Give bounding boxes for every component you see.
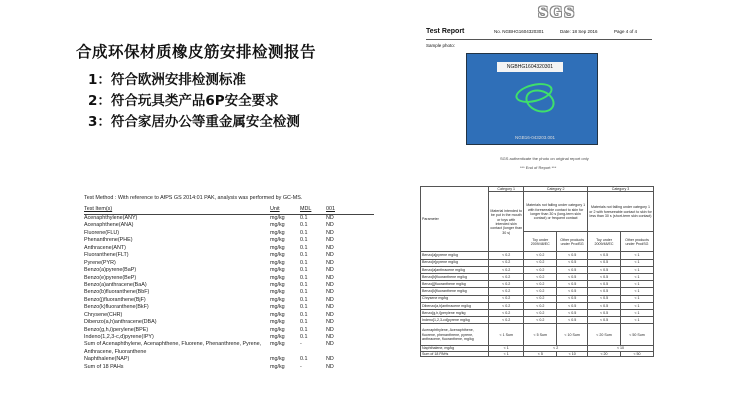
toy-header: Toy under 2009/48/EC bbox=[588, 232, 621, 252]
mdl-cell: 0.1 bbox=[300, 267, 308, 274]
table-row bbox=[84, 334, 374, 341]
unit-cell: mg/kg bbox=[270, 334, 285, 340]
result-cell: ND bbox=[326, 267, 334, 274]
limit-cell: < 0.5 bbox=[557, 266, 588, 273]
test-item: Acenaphthene(ANA) bbox=[84, 222, 134, 229]
result-cell: ND bbox=[326, 326, 334, 333]
limit-cell: < 0.2 bbox=[524, 317, 557, 324]
slide-point: 3：符合家居办公等重金属安全检测 bbox=[88, 114, 300, 130]
limit-cell: < 1 bbox=[621, 266, 654, 273]
unit-cell: mg/kg bbox=[270, 222, 285, 229]
report-number: No. NGBHG1604320301 bbox=[494, 29, 544, 34]
limit-cell: < 0.5 bbox=[588, 288, 621, 295]
column-header-unit: Unit bbox=[270, 206, 280, 212]
sum-row-name: Acenaphthylene, Acenaphthene, fluorene, phenanthrene, pyrene, anthracene, fluoranthene, mg/kg bbox=[421, 324, 489, 346]
naphthalene-c3: < 10 bbox=[588, 346, 654, 351]
total-c2b: < 10 bbox=[557, 351, 588, 356]
report-page-image bbox=[420, 0, 652, 180]
category-1-header: Category 1 bbox=[489, 187, 524, 192]
table-row bbox=[421, 288, 654, 295]
slide-point: 2：符合玩具类产品6P安全要求 bbox=[88, 93, 279, 109]
result-cell: ND bbox=[326, 304, 334, 311]
parameter-cell: Benzo[g,h,i]perylene mg/kg bbox=[421, 309, 489, 316]
mdl-cell: 0.1 bbox=[300, 289, 308, 296]
parameter-header: Parameter bbox=[421, 187, 489, 252]
other-products-header: Other products under ProdSG bbox=[557, 232, 588, 252]
limit-cell: < 0.2 bbox=[489, 273, 524, 280]
unit-cell: mg/kg bbox=[270, 356, 285, 363]
limit-cell: < 0.5 bbox=[588, 309, 621, 316]
result-cell: ND bbox=[326, 252, 334, 259]
result-cell: ND bbox=[326, 244, 334, 251]
table-row bbox=[84, 230, 374, 237]
mdl-cell: 0.1 bbox=[300, 229, 308, 236]
test-item: Pyrene(PYR) bbox=[84, 259, 116, 266]
unit-cell bbox=[270, 349, 300, 356]
table-row bbox=[84, 252, 374, 259]
test-item: Fluoranthene(FLT) bbox=[84, 252, 129, 259]
limit-cell: < 0.2 bbox=[524, 266, 557, 273]
mdl-cell: - bbox=[300, 363, 302, 370]
limit-cell: < 0.2 bbox=[524, 288, 557, 295]
table-row bbox=[421, 302, 654, 309]
sum-row-c2a: < 5 Sum bbox=[524, 324, 557, 346]
unit-cell: mg/kg bbox=[270, 215, 285, 221]
sgs-logo: SGS bbox=[538, 5, 577, 21]
mdl-cell: 0.1 bbox=[300, 304, 308, 311]
test-item: Dibenzo(a,h)anthracene(DBA) bbox=[84, 319, 157, 326]
parameter-cell: Benzo[e]pyrene mg/kg bbox=[421, 259, 489, 266]
limit-cell: < 0.2 bbox=[524, 309, 557, 316]
result-cell: ND bbox=[326, 281, 334, 288]
table-row bbox=[84, 341, 374, 348]
parameter-cell: Benzo[b]fluoranthene mg/kg bbox=[421, 273, 489, 280]
unit-cell: mg/kg bbox=[270, 296, 285, 303]
table-row bbox=[84, 260, 374, 267]
category-3-description: Materials not falling under category 1 or 2 with foreseeable contact to skin for less than 30 s (short-term skin contact) bbox=[588, 192, 654, 232]
report-date: Date: 18 Sep 2016 bbox=[560, 29, 598, 34]
result-cell: ND bbox=[326, 229, 334, 236]
table-row bbox=[421, 252, 654, 259]
table-row bbox=[84, 356, 374, 363]
category-1-description: Material intended to be put in the mouth or toys with intended skin contact (longer than 30 s) bbox=[489, 192, 524, 252]
sum-row-c3a: < 20 Sum bbox=[588, 324, 621, 346]
table-row bbox=[421, 266, 654, 273]
category-2-description: Materials not falling under category 1 with foreseeable contact to skin for longer than 30 s (long-term skin contact) or frequent contact bbox=[524, 192, 588, 232]
table-row bbox=[84, 349, 374, 356]
table-row bbox=[84, 222, 374, 229]
table-row bbox=[421, 295, 654, 302]
category-3-header: Category 3 bbox=[588, 187, 654, 192]
category-data-rows bbox=[421, 252, 654, 324]
table-row bbox=[84, 282, 374, 289]
limit-cell: < 0.2 bbox=[489, 281, 524, 288]
result-cell: ND bbox=[326, 259, 334, 266]
limit-cell: < 0.5 bbox=[557, 302, 588, 309]
limit-cell: < 0.2 bbox=[489, 302, 524, 309]
limit-cell: < 1 bbox=[621, 281, 654, 288]
result-cell: ND bbox=[326, 356, 334, 363]
limit-cell: < 0.5 bbox=[557, 288, 588, 295]
table-row bbox=[84, 312, 374, 319]
total-pahs-row bbox=[421, 351, 654, 356]
limit-cell: < 0.2 bbox=[524, 252, 557, 259]
unit-cell: mg/kg bbox=[270, 252, 285, 259]
unit-cell: mg/kg bbox=[270, 326, 285, 333]
parameter-cell: Benzo[j]fluoranthene mg/kg bbox=[421, 281, 489, 288]
report-header bbox=[426, 28, 652, 40]
result-cell: ND bbox=[326, 319, 334, 326]
unit-cell: mg/kg bbox=[270, 244, 285, 251]
result-cell: ND bbox=[326, 334, 334, 340]
limit-cell: < 0.2 bbox=[489, 288, 524, 295]
table-row bbox=[421, 309, 654, 316]
mdl-cell: - bbox=[300, 341, 302, 348]
total-c3a: < 20 bbox=[588, 351, 621, 356]
slide-title-block bbox=[76, 40, 316, 62]
table-row bbox=[84, 267, 374, 274]
test-item: Phenanthrene(PHE) bbox=[84, 237, 133, 244]
test-item: Sum of 18 PAHs bbox=[84, 363, 124, 370]
sum-row-c3b: < 50 Sum bbox=[621, 324, 654, 346]
result-cell bbox=[326, 349, 352, 356]
limit-cell: < 0.5 bbox=[557, 252, 588, 259]
report-page-number: Page 4 of 4 bbox=[614, 29, 638, 34]
test-method-text: Test Method : With reference to AfPS GS 2014:01 PAK, analysis was performed by GC-MS. bbox=[84, 195, 303, 201]
test-item: Benzo(a)anthracene(BaA) bbox=[84, 281, 147, 288]
table-row bbox=[84, 289, 374, 296]
unit-cell: mg/kg bbox=[270, 289, 285, 296]
limit-cell: < 0.5 bbox=[588, 252, 621, 259]
sum-row-c2b: < 10 Sum bbox=[557, 324, 588, 346]
column-header-item: Test Item(s) bbox=[84, 206, 113, 212]
naphthalene-c2: < 2 bbox=[524, 346, 588, 351]
category-sum-row bbox=[421, 324, 654, 346]
mdl-cell: 0.1 bbox=[300, 319, 308, 326]
test-item: Benzo(e)pyrene(BeP) bbox=[84, 274, 137, 281]
limit-cell: < 0.5 bbox=[588, 317, 621, 324]
mdl-cell: 0.1 bbox=[300, 252, 308, 259]
limit-cell: < 0.5 bbox=[588, 295, 621, 302]
test-item: Benzo(g,h,i)perylene(BPE) bbox=[84, 326, 149, 333]
unit-cell: mg/kg bbox=[270, 274, 285, 281]
mdl-cell: 0.1 bbox=[300, 237, 308, 244]
unit-cell: mg/kg bbox=[270, 259, 285, 266]
table-row bbox=[421, 273, 654, 280]
test-method-table bbox=[84, 194, 374, 371]
test-method-rows bbox=[84, 215, 374, 371]
test-item: Indeno(1,2,3-c,d)pyrene(IPY) bbox=[84, 334, 154, 340]
unit-cell: mg/kg bbox=[270, 229, 285, 236]
test-item: Sum of Acenaphthylene, Acenaphthene, Fluorene, Phenanthrene, Pyrene, bbox=[84, 341, 262, 348]
mdl-cell: 0.1 bbox=[300, 296, 308, 303]
table-row bbox=[84, 327, 374, 334]
limit-cell: < 0.2 bbox=[489, 317, 524, 324]
limit-cell: < 0.5 bbox=[588, 259, 621, 266]
table-row bbox=[84, 245, 374, 252]
total-c2a: < 5 bbox=[524, 351, 557, 356]
unit-cell: mg/kg bbox=[270, 304, 285, 311]
naphthalene-c1: < 1 bbox=[489, 346, 524, 351]
unit-cell: mg/kg bbox=[270, 237, 285, 244]
table-row bbox=[84, 304, 374, 311]
sample-photo-caption: Sample photo: bbox=[426, 43, 456, 48]
category-2-header: Category 2 bbox=[524, 187, 588, 192]
report-photo-note: SGS authenticate the photo on original report only bbox=[500, 156, 589, 161]
limit-cell: < 0.5 bbox=[557, 309, 588, 316]
result-cell: ND bbox=[326, 289, 334, 296]
test-item: Naphthalene(NAP) bbox=[84, 356, 130, 363]
limit-cell: < 1 bbox=[621, 295, 654, 302]
unit-cell: mg/kg bbox=[270, 363, 285, 370]
table-row bbox=[84, 215, 374, 222]
mdl-cell: 0.1 bbox=[300, 259, 308, 266]
limit-cell: < 0.2 bbox=[489, 259, 524, 266]
unit-cell: mg/kg bbox=[270, 319, 285, 326]
test-item: Benzo(b)fluoranthene(BbF) bbox=[84, 289, 150, 296]
test-item: Benzo(k)fluoranthene(BkF) bbox=[84, 304, 149, 311]
test-method-column-headers bbox=[84, 206, 374, 215]
limit-cell: < 1 bbox=[621, 317, 654, 324]
mdl-cell: 0.1 bbox=[300, 215, 308, 221]
result-cell: ND bbox=[326, 215, 334, 221]
mdl-cell: 0.1 bbox=[300, 334, 308, 340]
mdl-cell: 0.1 bbox=[300, 244, 308, 251]
test-item: Benzo(a)pyrene(BaP) bbox=[84, 267, 137, 274]
column-header-result: 001 bbox=[326, 206, 335, 212]
test-item: Anthracene(ANT) bbox=[84, 244, 126, 251]
limit-cell: < 0.5 bbox=[557, 281, 588, 288]
test-item: Benzo(j)fluoranthene(BjF) bbox=[84, 296, 146, 303]
table-row bbox=[421, 281, 654, 288]
slide-title: 合成环保材质橡皮筋安排检测报告 bbox=[76, 43, 317, 61]
limit-cell: < 1 bbox=[621, 252, 654, 259]
unit-cell: mg/kg bbox=[270, 267, 285, 274]
test-item: Acenaphthylene(ANY) bbox=[84, 215, 138, 221]
limit-cell: < 0.2 bbox=[489, 295, 524, 302]
limit-cell: < 0.5 bbox=[588, 266, 621, 273]
table-row bbox=[84, 237, 374, 244]
unit-cell: mg/kg bbox=[270, 311, 285, 318]
category-limits-table bbox=[420, 186, 654, 357]
sample-photo bbox=[466, 53, 598, 145]
slide-point: 1：符合欧洲安排检测标准 bbox=[88, 72, 246, 88]
limit-cell: < 1 bbox=[621, 273, 654, 280]
naphthalene-name: Naphthalene, mg/kg bbox=[421, 346, 489, 351]
limit-cell: < 0.5 bbox=[557, 259, 588, 266]
table-row bbox=[84, 275, 374, 282]
photo-sample-number: NGB16-043203.001 bbox=[515, 135, 556, 140]
limit-cell: < 0.5 bbox=[588, 273, 621, 280]
result-cell: ND bbox=[326, 363, 334, 370]
mdl-cell: 0.1 bbox=[300, 274, 308, 281]
parameter-cell: Dibenzo[a,h]anthracene mg/kg bbox=[421, 302, 489, 309]
limit-cell: < 0.2 bbox=[524, 295, 557, 302]
unit-cell: mg/kg bbox=[270, 281, 285, 288]
result-cell: ND bbox=[326, 311, 334, 318]
result-cell: ND bbox=[326, 341, 334, 348]
mdl-cell: 0.1 bbox=[300, 311, 308, 318]
mdl-cell: 0.1 bbox=[300, 222, 308, 229]
mdl-cell: 0.1 bbox=[300, 281, 308, 288]
test-item: Fluorene(FLU) bbox=[84, 229, 120, 236]
mdl-cell bbox=[300, 349, 326, 356]
total-c3b: < 50 bbox=[621, 351, 654, 356]
limit-cell: < 1 bbox=[621, 302, 654, 309]
other-products-header: Other products under ProdSG bbox=[621, 232, 654, 252]
unit-cell: mg/kg bbox=[270, 341, 285, 348]
parameter-cell: Benzo[a]anthracene mg/kg bbox=[421, 266, 489, 273]
sum-row-c1: < 1 Sum bbox=[489, 324, 524, 346]
limit-cell: < 0.5 bbox=[588, 281, 621, 288]
test-item: Chrysene(CHR) bbox=[84, 311, 123, 318]
mdl-cell: 0.1 bbox=[300, 326, 308, 333]
table-row bbox=[84, 364, 374, 371]
total-name: Sum of 18 PAHs bbox=[421, 351, 489, 356]
result-cell: ND bbox=[326, 274, 334, 281]
total-c1: < 1 bbox=[489, 351, 524, 356]
slide-points bbox=[88, 70, 300, 133]
limit-cell: < 0.2 bbox=[524, 259, 557, 266]
column-header-mdl: MDL bbox=[300, 206, 312, 212]
result-cell: ND bbox=[326, 237, 334, 244]
result-cell: ND bbox=[326, 222, 334, 229]
mdl-cell: 0.1 bbox=[300, 356, 308, 363]
limit-cell: < 1 bbox=[621, 259, 654, 266]
limit-cell: < 0.5 bbox=[557, 317, 588, 324]
toy-header: Toy under 2009/48/EC bbox=[524, 232, 557, 252]
limit-cell: < 1 bbox=[621, 309, 654, 316]
limit-cell: < 0.2 bbox=[489, 309, 524, 316]
limit-cell: < 0.2 bbox=[489, 266, 524, 273]
parameter-cell: Benzo[k]fluoranthene mg/kg bbox=[421, 288, 489, 295]
parameter-cell: Indeno[1,2,3-cd]pyrene mg/kg bbox=[421, 317, 489, 324]
limit-cell: < 0.5 bbox=[588, 302, 621, 309]
limit-cell: < 0.5 bbox=[557, 273, 588, 280]
limit-cell: < 0.5 bbox=[557, 295, 588, 302]
report-end-marker: *** End of Report *** bbox=[520, 165, 557, 170]
limit-cell: < 0.2 bbox=[489, 252, 524, 259]
limit-cell: < 0.2 bbox=[524, 273, 557, 280]
test-item: Anthracene, Fluoranthene bbox=[84, 348, 147, 355]
photo-sample-label: NGBHG1604320301 bbox=[497, 62, 563, 72]
limit-cell: < 0.2 bbox=[524, 281, 557, 288]
table-row bbox=[84, 297, 374, 304]
result-cell: ND bbox=[326, 296, 334, 303]
table-row bbox=[421, 317, 654, 324]
table-row bbox=[421, 259, 654, 266]
parameter-cell: Benzo[a]pyrene mg/kg bbox=[421, 252, 489, 259]
report-title: Test Report bbox=[426, 28, 465, 35]
limit-cell: < 0.2 bbox=[524, 302, 557, 309]
parameter-cell: Chrysene mg/kg bbox=[421, 295, 489, 302]
limit-cell: < 1 bbox=[621, 288, 654, 295]
table-row bbox=[84, 319, 374, 326]
